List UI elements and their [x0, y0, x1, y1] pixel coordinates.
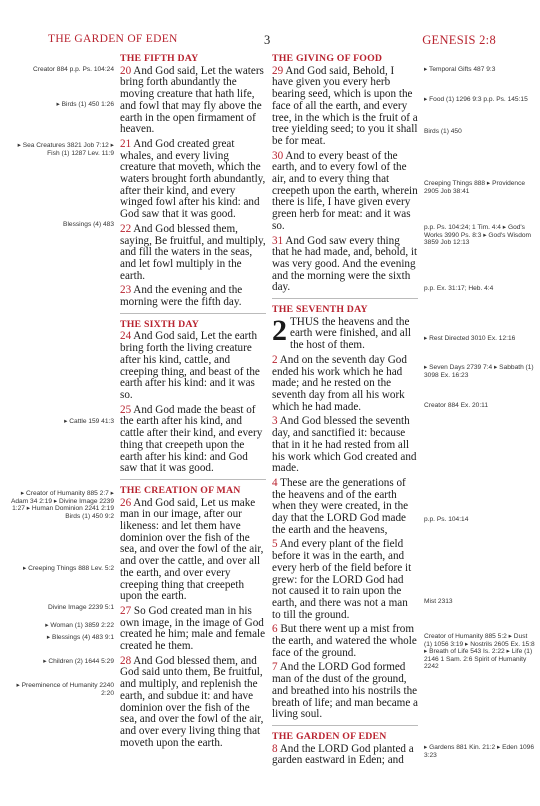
- verse: 28 And God blessed them, and God said unto them, Be fruitful, and multiply, and replenish the earth, and subdue it: and have dominion over the fish of the sea, and over the fowl of the air, and over every living thing that moveth upon the earth.: [120, 654, 264, 749]
- section: [120, 319, 266, 475]
- cross-reference: ▸ Blessings (4) 483 9:1: [46, 634, 114, 641]
- page-number: 3: [264, 33, 271, 47]
- cross-reference: ▸ Food (1) 1296 9:3 p.p. Ps. 145:15: [424, 96, 528, 103]
- cross-reference: ▸ Children (2) 1644 5:29: [43, 658, 114, 665]
- section: [272, 304, 418, 721]
- verse: 20 And God said, Let the waters bring forth abundantly the moving creature that hath life, and fowl that may fly above the earth in the open firmament of heaven.: [120, 64, 264, 136]
- verse: 23 And the evening and the morning were the fifth day.: [120, 284, 243, 309]
- cross-reference: ▸ Seven Days 2739 7:4 ▸ Sabbath (1) 3098 Ex. 16:23: [424, 364, 534, 379]
- cross-reference: ▸ Birds (1) 450 1:26: [56, 101, 114, 108]
- cross-reference: ▸ Preeminence of Humanity 2240 2:20: [16, 682, 114, 697]
- cross-reference: ▸ Temporal Gifts 487 9:3: [424, 66, 496, 73]
- verse: 31 And God saw every thing that he had made, and, behold, it was very good. And the evening and the morning were the sixth day.: [272, 234, 418, 294]
- cross-reference: p.p. Ex. 31:17; Heb. 4:4: [424, 285, 494, 292]
- divider: [120, 313, 266, 314]
- cross-reference: p.p. Ps. 104:24; 1 Tim. 4:4 ▸ God's Works 3990 Ps. 8:3 ▸ God's Wisdom 3859 Job 12:13: [424, 224, 532, 247]
- verse: 25 And God made the beast of the earth after his kind, and cattle after their kind, and every thing that creepeth upon the earth after his kind: and God saw that it was good.: [120, 403, 263, 475]
- section: [272, 53, 418, 294]
- cross-reference: Creator 884 p.p. Ps. 104:24: [32, 66, 114, 73]
- verse: 6 But there went up a mist from the earth, and watered the whole face of the ground.: [272, 623, 417, 659]
- verse: 29 And God said, Behold, I have given you every herb bearing seed, which is upon the face of all the earth, and every tree, in the which is the fruit of a tree yielding seed; to you it shall be for meat.: [272, 64, 418, 147]
- cross-reference: Creator 884 Ex. 20:11: [424, 402, 489, 409]
- cross-reference: ▸ Rest Directed 3010 Ex. 12:16: [424, 335, 516, 342]
- cross-reference: ▸ Creeping Things 888 Lev. 5:2: [22, 565, 114, 572]
- verse: 4 These are the generations of the heavens and of the earth when they were created, in the day that the LORD God made the earth and the heavens,: [272, 476, 409, 536]
- section-heading: THE SEVENTH DAY: [272, 304, 368, 316]
- chapter-drop-cap: 2: [272, 313, 287, 347]
- section-heading: THE GARDEN OF EDEN: [272, 730, 387, 742]
- verse: 2 And on the seventh day God ended his work which he had made; and he rested on the seventh day from all his work which he had made.: [272, 353, 407, 413]
- cross-reference: Blessings (4) 483: [63, 221, 114, 228]
- section-heading: THE GIVING OF FOOD: [272, 53, 383, 64]
- cross-reference: p.p. Ps. 104:14: [424, 516, 469, 523]
- verse: 8 And the LORD God planted a garden eastward in Eden; and: [272, 742, 414, 767]
- verse: 5 And every plant of the field before it was in the earth, and every herb of the field before it grew: for the LORD God had not caused it to rain upon the earth, and there was not a man to till the ground.: [272, 538, 412, 621]
- cross-reference: Creator of Humanity 885 5:2 ▸ Dust (1) 1056 3:19 ▸ Nostrils 2605 Ex. 15:8 ▸ Breath of Life 543 Is. 2:22 ▸ Life (1) 2146 1 Sam. 2:6 Spirit of Humanity 2242: [424, 633, 535, 671]
- verse: 2 THUS the heavens and the earth were finished, and all the host of them.: [272, 313, 411, 352]
- verse: 22 And God blessed them, saying, Be fruitful, and multiply, and fill the waters in the seas, and let fowl multiply in the earth.: [120, 222, 266, 282]
- section-heading: THE CREATION OF MAN: [120, 484, 241, 496]
- running-head-left: THE GARDEN OF EDEN: [48, 33, 178, 45]
- cross-reference: ▸ Cattle 159 41:3: [64, 418, 114, 425]
- verse: 21 And God created great whales, and every living creature that moveth, which the waters brought forth abundantly, after their kind, and every winged fowl after his kind: and God saw that it was good.: [120, 137, 266, 221]
- text-column-right: [272, 53, 418, 770]
- divider: [272, 725, 418, 726]
- cross-reference: Birds (1) 450: [424, 128, 462, 135]
- running-head-right: GENESIS 2:8: [422, 33, 496, 47]
- verse: 24 And God said, Let the earth bring forth the living creature after his kind, cattle, and creeping thing, and beast of the earth after his kind: and it was so.: [120, 330, 260, 401]
- verse: 26 And God said, Let us make man in our image, after our likeness: and let them have dominion over the fish of the sea, and over the fowl of the air, and over the cattle, and over all the earth, and over every creeping thing that creepeth upon the earth.: [120, 496, 264, 603]
- section: [120, 53, 266, 309]
- section-heading: THE SIXTH DAY: [120, 318, 200, 330]
- verse: 3 And God blessed the seventh day, and sanctified it: because that in it he had rested from all his work which God created and made.: [272, 415, 417, 475]
- cross-reference: ▸ Sea Creatures 3821 Job 7:12 ▸ Fish (1) 1287 Lev. 11:9: [17, 142, 114, 157]
- cross-reference: ▸ Gardens 881 Kin. 21:2 ▸ Eden 1096 3:23: [424, 744, 534, 759]
- section-heading: THE FIFTH DAY: [120, 53, 199, 64]
- cross-reference: Creeping Things 888 ▸ Providence 2905 Job 38:41: [424, 180, 526, 195]
- cross-reference: Divine Image 2239 5:1: [48, 604, 114, 611]
- text-column-left: [120, 53, 266, 752]
- divider: [120, 479, 266, 480]
- cross-reference: Mist 2313: [424, 598, 453, 605]
- cross-reference: ▸ Creator of Humanity 885 2:7 ▸ Adam 34 2:19 ▸ Divine Image 2239 1:27 ▸ Human Dominion 2241 2:19 Birds (1) 450 9:2: [10, 490, 114, 520]
- cross-reference: ▸ Woman (1) 3859 2:22: [45, 622, 114, 629]
- section: [272, 731, 418, 767]
- verse: 30 And to every beast of the earth, and to every fowl of the air, and to every thing that creepeth upon the earth, wherein there is life, I have given every green herb for meat: and it was so.: [272, 149, 418, 232]
- divider: [272, 298, 418, 299]
- verse: 7 And the LORD God formed man of the dust of the ground, and breathed into his nostrils the breath of life; and man became a living soul.: [272, 661, 418, 721]
- verse: 27 So God created man in his own image, in the image of God created he him; male and female created he them.: [120, 604, 266, 653]
- section: [120, 485, 266, 749]
